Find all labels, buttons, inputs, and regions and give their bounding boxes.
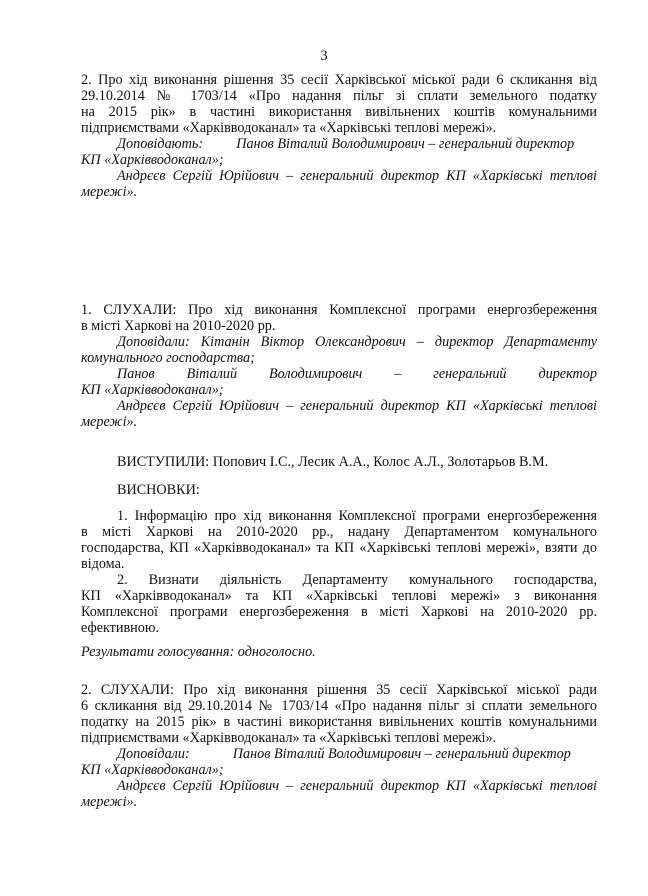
- agenda-line: на 2015 рік» в частині використання вивільнених коштів комунальними: [81, 104, 597, 120]
- page-number: 3: [320, 48, 328, 64]
- agenda-item-2: [81, 72, 597, 200]
- conclusion-line: 1. Інформацію про хід виконання Комплексної програми енергозбереження: [117, 508, 597, 524]
- conclusion-line: КП «Харківводоканал» та КП «Харківські теплові мережі» з виконання: [81, 588, 597, 604]
- spoke-line: [81, 454, 597, 470]
- section-heard-1: [81, 302, 597, 430]
- speakers-line: [81, 136, 597, 152]
- reporters-label: Доповідали:: [117, 746, 190, 762]
- reporter-name: Андрєєв Сергій Юрійович – генеральний директор КП «Харківські теплові: [117, 778, 597, 794]
- conclusion-line: відома.: [81, 556, 125, 572]
- agenda-line: 29.10.2014 № 1703/14 «Про надання пільг зі сплати земельного податку: [81, 88, 597, 104]
- vote-result: [81, 644, 597, 660]
- heard-line: 1. СЛУХАЛИ: Про хід виконання Комплексної програми енергозбереження: [81, 302, 597, 318]
- conclusion-2: [81, 572, 597, 636]
- speakers-label: Доповідають:: [117, 136, 204, 152]
- heard-line: 2. СЛУХАЛИ: Про хід виконання рішення 35 сесії Харківської міської ради: [81, 682, 597, 698]
- conclusions-heading: [81, 482, 597, 498]
- conclusion-line: в місті Харкові на 2010-2020 рр., надану Департаментом комунального: [81, 524, 597, 540]
- conclusion-1: [81, 508, 597, 572]
- reporter-line: Доповідали: Кітанін Віктор Олександрович – директор Департаменту: [117, 334, 597, 350]
- spoke-text: ВИСТУПИЛИ: Попович І.С., Лесик А.А., Колос А.Л., Золотарьов В.М.: [117, 454, 549, 470]
- reporter-line: комунального господарства;: [81, 350, 255, 366]
- heard-line: в місті Харкові на 2010-2020 рр.: [81, 318, 276, 334]
- conclusions-text: ВИСНОВКИ:: [117, 482, 200, 498]
- conclusion-line: господарства, КП «Харківводоканал» та КП «Харківські теплові мережі», взяти до: [81, 540, 597, 556]
- heard-line: підприємствами «Харківводоканал» та «Харківські теплові мережі».: [81, 730, 497, 746]
- reporter-name: Панов Віталий Володимирович – генеральний директор: [232, 746, 571, 762]
- conclusion-line: ефективною.: [81, 620, 159, 636]
- agenda-line: підприємствами «Харківводоканал» та «Харківські теплові мережі».: [81, 120, 497, 136]
- speaker-org: КП «Харківводоканал»;: [81, 152, 224, 168]
- reporter-line: Андрєєв Сергій Юрійович – генеральний директор КП «Харківські теплові: [117, 398, 597, 414]
- speaker-name: Панов Віталий Володимирович – генеральний директор: [236, 136, 575, 152]
- heard-line: 6 скликання від 29.10.2014 № 1703/14 «Про надання пільг зі сплати земельного: [81, 698, 597, 714]
- reporter-org: мережі».: [81, 794, 138, 810]
- agenda-line: 2. Про хід виконання рішення 35 сесії Харківської міської ради 6 скликання від: [81, 72, 597, 88]
- reporters-line: [81, 746, 597, 762]
- section-heard-2: [81, 682, 597, 810]
- conclusion-line: Комплексної програми енергозбереження в місті Харкові на 2010-2020 рр.: [81, 604, 597, 620]
- conclusion-line: 2. Визнати діяльність Департаменту комунального господарства,: [117, 572, 597, 588]
- reporter-line: мережі».: [81, 414, 138, 430]
- speaker-org: мережі».: [81, 184, 138, 200]
- reporter-line: Панов Віталий Володимирович – генеральний директор: [117, 366, 597, 382]
- reporter-line: КП «Харківводоканал»;: [81, 382, 224, 398]
- heard-line: податку на 2015 рік» в частині використання вивільнених коштів комунальними: [81, 714, 597, 730]
- reporter-org: КП «Харківводоканал»;: [81, 762, 224, 778]
- speaker-name: Андрєєв Сергій Юрійович – генеральний директор КП «Харківські теплові: [117, 168, 597, 184]
- vote-text: Результати голосування: одноголосно.: [81, 644, 316, 660]
